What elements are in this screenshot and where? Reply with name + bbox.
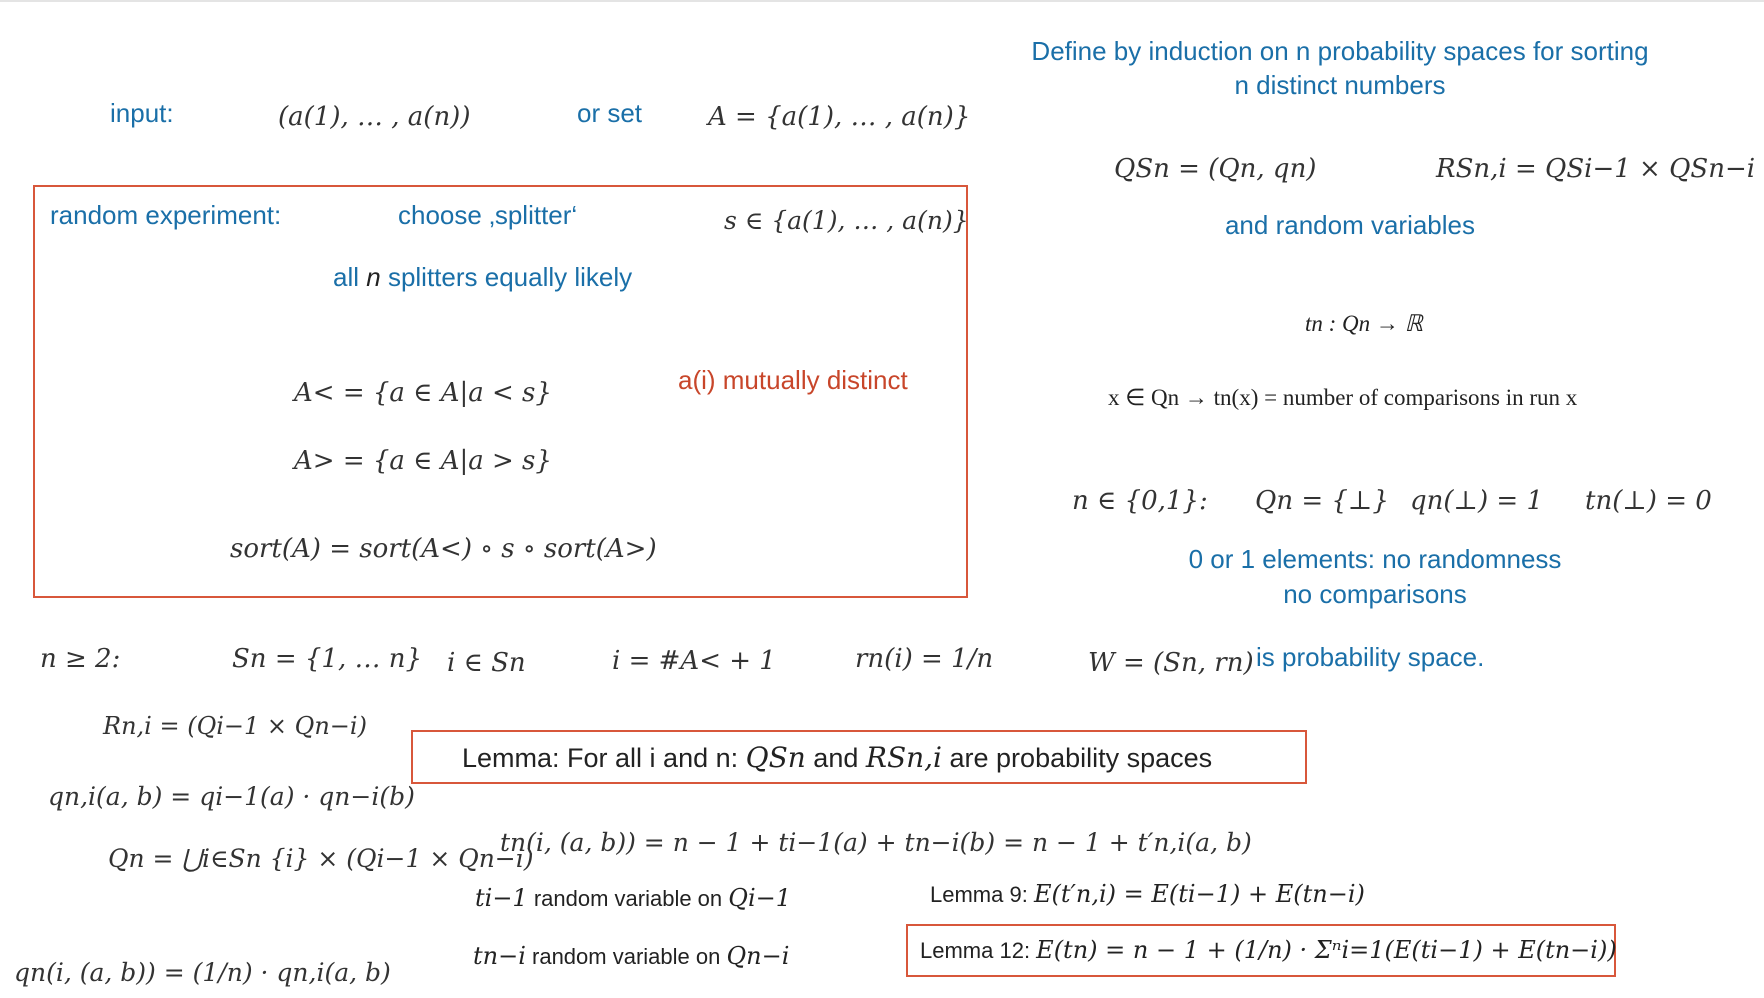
i-in-sn: i ∈ Sn xyxy=(447,648,526,678)
set-definition: A = {a(1), … , a(n)} xyxy=(708,102,971,132)
i-equals-count: i = #A< + 1 xyxy=(612,646,776,676)
n-ge-2-label: n ≥ 2: xyxy=(40,644,121,674)
qn-definition: qn(i, (a, b)) = (1/n) · qn,i(a, b) xyxy=(14,958,391,987)
no-comparisons-note: no comparisons xyxy=(1283,579,1467,609)
x-in-qn-comparisons: x ∈ Qn → tn(x) = number of comparisons in run x xyxy=(1108,385,1578,410)
equally-likely-n: n xyxy=(366,262,381,292)
equally-likely-pre: all xyxy=(333,262,367,292)
t-ni-space: Qn−i xyxy=(726,942,790,970)
splitter-set: s ∈ {a(1), … , a(n)} xyxy=(724,206,969,235)
t-ni-text: random variable on xyxy=(525,944,727,969)
qn-union: Qn = ⋃i∈Sn {i} × (Qi−1 × Qn−i) xyxy=(108,844,534,873)
a-greater-definition: A> = {a ∈ A|a > s} xyxy=(294,446,552,476)
lemma-9-equation: E(t′n,i) = E(ti−1) + E(tn−i) xyxy=(1033,880,1365,908)
tn-mapping: tn : Qn → ℝ xyxy=(1305,311,1423,336)
probability-space-note: is probability space. xyxy=(1256,642,1485,672)
qs-definition: QSn = (Qn, qn) xyxy=(1114,154,1317,184)
random-experiment-label: random experiment: xyxy=(50,200,282,230)
q-ni-definition: qn,i(a, b) = qi−1(a) · qn−i(b) xyxy=(48,782,415,811)
t-i1-random-variable xyxy=(475,886,791,910)
t-ni-symbol: tn−i xyxy=(473,942,526,970)
no-randomness-note: 0 or 1 elements: no randomness xyxy=(1188,544,1562,574)
input-label: input: xyxy=(110,98,174,128)
w-definition: W = (Sn, rn) xyxy=(1088,648,1254,678)
equally-likely-post: splitters equally likely xyxy=(380,262,633,292)
lemma-9-label: Lemma 9: xyxy=(930,882,1034,907)
definition-heading-line-2: n distinct numbers xyxy=(1234,70,1446,100)
lemma-12 xyxy=(920,938,1617,962)
and-random-variables: and random variables xyxy=(1224,210,1476,240)
lemma-rs: RSn,i xyxy=(865,741,943,774)
sort-equation: sort(A) = sort(A<) ∘ s ∘ sort(A>) xyxy=(230,534,657,564)
lemma-qs: QSn xyxy=(745,741,806,774)
tn-equation: tn(i, (a, b)) = n − 1 + ti−1(a) + tn−i(b) = n − 1 + t′n,i(a, b) xyxy=(500,828,1252,857)
lemma-post: are probability spaces xyxy=(942,743,1213,773)
definition-heading-line-1: Define by induction on n probability spaces for sorting xyxy=(1031,36,1649,66)
lemma-12-equation: E(tn) = n − 1 + (1/n) · Σⁿi=1(E(ti−1) + E(tn−i)) xyxy=(1036,936,1617,964)
base-case-qn: Qn = {⊥} xyxy=(1255,486,1389,516)
lemma-and: and xyxy=(805,743,866,773)
lemma-9 xyxy=(930,882,1365,906)
splitters-equally-likely xyxy=(333,264,632,290)
choose-splitter-label: choose ‚splitter‘ xyxy=(398,200,578,230)
input-tuple: (a(1), … , a(n)) xyxy=(278,102,471,132)
t-ni-random-variable xyxy=(473,944,789,968)
r-definition: Rn,i = (Qi−1 × Qn−i) xyxy=(103,712,367,740)
lemma-pre: Lemma: For all i and n: xyxy=(462,743,746,773)
a-less-definition: A< = {a ∈ A|a < s} xyxy=(294,378,552,408)
base-case-n: n ∈ {0,1}: xyxy=(1072,486,1208,516)
lemma-12-label: Lemma 12: xyxy=(920,938,1037,963)
t-i1-text: random variable on xyxy=(527,886,729,911)
or-set-label: or set xyxy=(577,98,643,128)
base-case-q: qn(⊥) = 1 xyxy=(1410,486,1543,516)
t-i1-symbol: ti−1 xyxy=(475,884,528,912)
t-i1-space: Qi−1 xyxy=(728,884,791,912)
base-case-t: tn(⊥) = 0 xyxy=(1585,486,1712,516)
mutually-distinct-note: a(i) mutually distinct xyxy=(678,365,908,395)
lemma-statement xyxy=(462,741,1213,774)
sn-definition: Sn = {1, … n} xyxy=(232,644,423,674)
rs-definition: RSn,i = QSi−1 × QSn−i xyxy=(1436,154,1756,184)
rn-definition: rn(i) = 1/n xyxy=(855,644,994,674)
